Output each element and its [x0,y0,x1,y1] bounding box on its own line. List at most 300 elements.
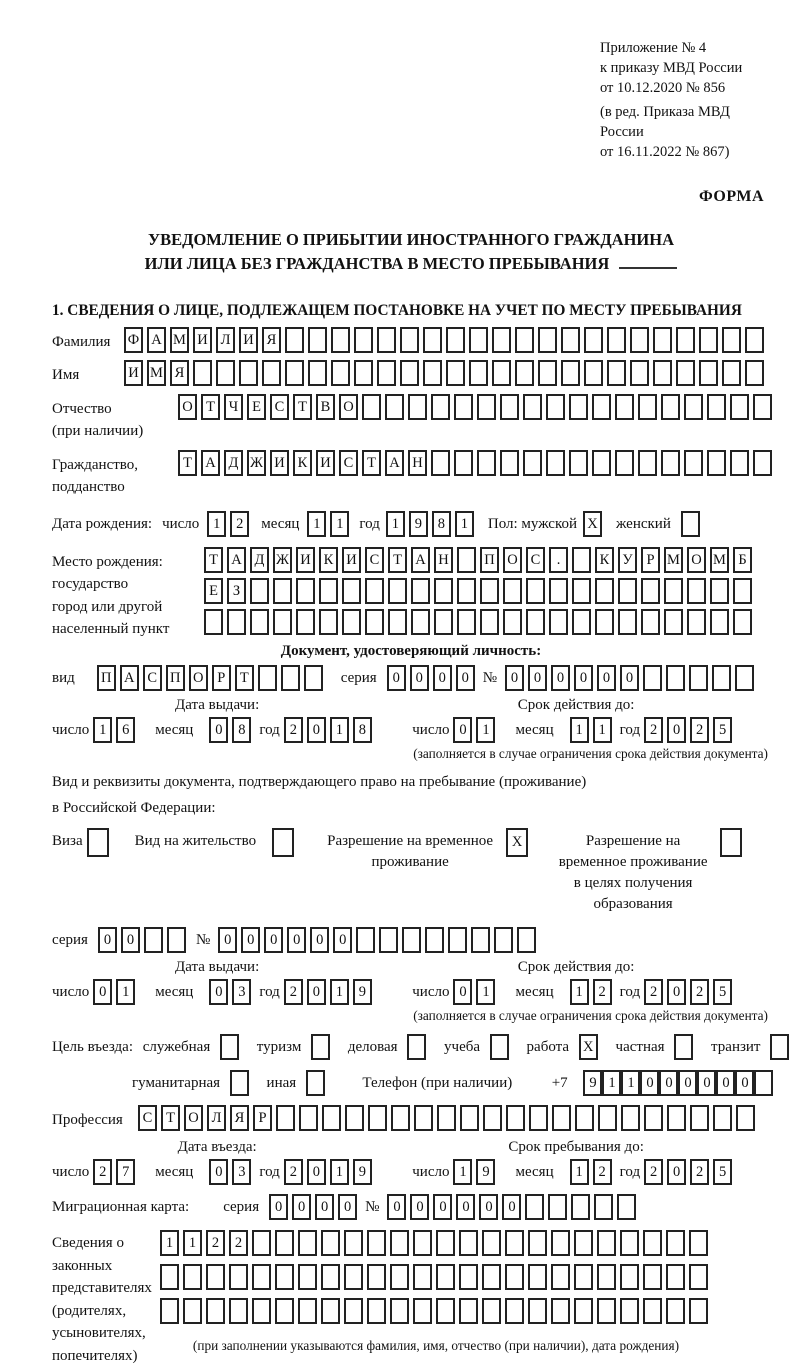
char-cell[interactable]: Д [224,450,243,476]
char-cell[interactable] [276,1105,295,1131]
char-cell[interactable] [457,547,476,573]
char-cell[interactable] [620,1230,639,1256]
char-cell[interactable]: 0 [338,1194,357,1220]
char-cell[interactable] [500,450,519,476]
char-cell[interactable] [296,609,315,635]
char-cell[interactable] [710,609,729,635]
char-cell[interactable] [529,1105,548,1131]
char-cell[interactable]: 0 [574,665,593,691]
char-cell[interactable] [641,578,660,604]
char-cell[interactable]: О [687,547,706,573]
char-cell[interactable] [617,1194,636,1220]
char-cell[interactable] [517,927,536,953]
char-cell[interactable]: Б [733,547,752,573]
char-cell[interactable]: 0 [551,665,570,691]
char-cell[interactable]: 0 [716,1070,735,1096]
char-cell[interactable]: Ч [224,394,243,420]
char-cell[interactable] [321,1230,340,1256]
char-cell[interactable]: 0 [410,665,429,691]
char-cell[interactable]: Т [362,450,381,476]
char-cell[interactable]: 0 [287,927,306,953]
char-cell[interactable] [699,327,718,353]
char-cell[interactable] [460,1105,479,1131]
char-cell[interactable]: 0 [387,1194,406,1220]
char-cell[interactable] [298,1298,317,1324]
char-cell[interactable] [492,327,511,353]
char-cell[interactable] [448,927,467,953]
char-cell[interactable] [597,1264,616,1290]
char-cell[interactable]: 2 [644,979,663,1005]
char-cell[interactable]: К [595,547,614,573]
char-cell[interactable]: О [184,1105,203,1131]
char-cell[interactable] [362,394,381,420]
char-cell[interactable] [722,327,741,353]
char-cell[interactable] [480,609,499,635]
char-cell[interactable] [515,360,534,386]
char-cell[interactable] [505,1264,524,1290]
char-cell[interactable]: 1 [570,717,589,743]
char-cell[interactable] [321,1298,340,1324]
char-cell[interactable] [321,1264,340,1290]
char-cell[interactable] [664,578,683,604]
char-cell[interactable] [437,1105,456,1131]
char-cell[interactable] [641,609,660,635]
char-cell[interactable]: А [201,450,220,476]
char-cell[interactable] [526,578,545,604]
char-cell[interactable]: П [166,665,185,691]
char-cell[interactable] [446,327,465,353]
char-cell[interactable]: И [193,327,212,353]
char-cell[interactable] [506,1105,525,1131]
char-cell[interactable] [480,578,499,604]
char-cell[interactable] [569,450,588,476]
char-cell[interactable] [684,450,703,476]
char-cell[interactable] [402,927,421,953]
char-cell[interactable]: Т [204,547,223,573]
char-cell[interactable]: Т [388,547,407,573]
char-cell[interactable]: С [143,665,162,691]
char-cell[interactable]: 6 [116,717,135,743]
char-cell[interactable]: С [339,450,358,476]
char-cell[interactable]: 8 [232,717,251,743]
char-cell[interactable] [592,450,611,476]
char-cell[interactable] [206,1298,225,1324]
char-cell[interactable]: 1 [207,511,226,537]
char-cell[interactable] [390,1298,409,1324]
char-cell[interactable] [160,1264,179,1290]
char-cell[interactable] [500,394,519,420]
char-cell[interactable] [379,927,398,953]
char-cell[interactable]: 0 [735,1070,754,1096]
char-cell[interactable] [571,1194,590,1220]
char-cell[interactable]: И [270,450,289,476]
char-cell[interactable]: 0 [310,927,329,953]
char-cell[interactable]: 1 [330,979,349,1005]
char-cell[interactable] [206,1264,225,1290]
char-cell[interactable]: З [227,578,246,604]
char-cell[interactable]: 1 [330,1159,349,1185]
char-cell[interactable] [735,665,754,691]
char-cell[interactable]: С [270,394,289,420]
char-cell[interactable] [620,1298,639,1324]
char-cell[interactable] [391,1105,410,1131]
char-cell[interactable]: 0 [98,927,117,953]
char-cell[interactable] [538,360,557,386]
char-cell[interactable]: У [618,547,637,573]
char-cell[interactable] [413,1230,432,1256]
char-cell[interactable] [229,1264,248,1290]
char-cell[interactable]: 2 [690,979,709,1005]
char-cell[interactable] [505,1298,524,1324]
char-cell[interactable] [483,1105,502,1131]
char-cell[interactable]: 2 [690,717,709,743]
char-cell[interactable]: 0 [640,1070,659,1096]
char-cell[interactable]: Я [170,360,189,386]
char-cell[interactable] [528,1230,547,1256]
char-cell[interactable] [503,609,522,635]
char-cell[interactable] [252,1230,271,1256]
char-cell[interactable]: 2 [284,717,303,743]
char-cell[interactable]: 8 [432,511,451,537]
char-cell[interactable] [689,1230,708,1256]
char-cell[interactable] [413,1298,432,1324]
char-cell[interactable] [681,511,700,537]
char-cell[interactable]: П [480,547,499,573]
char-cell[interactable] [308,360,327,386]
char-cell[interactable] [689,1298,708,1324]
char-cell[interactable]: И [124,360,143,386]
char-cell[interactable] [388,578,407,604]
char-cell[interactable]: П [97,665,116,691]
char-cell[interactable] [572,609,591,635]
char-cell[interactable]: 0 [410,1194,429,1220]
char-cell[interactable] [643,665,662,691]
char-cell[interactable]: Е [204,578,223,604]
char-cell[interactable] [356,927,375,953]
char-cell[interactable] [710,578,729,604]
char-cell[interactable] [561,360,580,386]
char-cell[interactable] [707,450,726,476]
char-cell[interactable] [551,1264,570,1290]
char-cell[interactable]: 2 [644,717,663,743]
char-cell[interactable] [621,1105,640,1131]
char-cell[interactable] [454,394,473,420]
char-cell[interactable]: К [293,450,312,476]
char-cell[interactable] [367,1298,386,1324]
char-cell[interactable] [770,1034,789,1060]
char-cell[interactable] [618,609,637,635]
char-cell[interactable]: С [365,547,384,573]
char-cell[interactable] [733,578,752,604]
char-cell[interactable] [469,327,488,353]
char-cell[interactable] [414,1105,433,1131]
char-cell[interactable]: 0 [453,717,472,743]
char-cell[interactable]: 0 [333,927,352,953]
char-cell[interactable]: 1 [183,1230,202,1256]
char-cell[interactable] [730,394,749,420]
char-cell[interactable]: 0 [307,979,326,1005]
char-cell[interactable]: 1 [476,717,495,743]
char-cell[interactable] [615,394,634,420]
char-cell[interactable] [503,578,522,604]
char-cell[interactable]: Л [216,327,235,353]
char-cell[interactable]: 1 [602,1070,621,1096]
char-cell[interactable] [548,1194,567,1220]
char-cell[interactable] [584,360,603,386]
char-cell[interactable] [643,1298,662,1324]
char-cell[interactable] [574,1230,593,1256]
char-cell[interactable]: Д [250,547,269,573]
char-cell[interactable] [528,1298,547,1324]
char-cell[interactable] [477,450,496,476]
char-cell[interactable] [523,450,542,476]
char-cell[interactable] [413,1264,432,1290]
char-cell[interactable] [676,360,695,386]
char-cell[interactable]: 1 [160,1230,179,1256]
char-cell[interactable]: А [227,547,246,573]
char-cell[interactable] [661,394,680,420]
char-cell[interactable]: Т [293,394,312,420]
char-cell[interactable] [239,360,258,386]
char-cell[interactable] [457,609,476,635]
char-cell[interactable] [457,578,476,604]
char-cell[interactable] [193,360,212,386]
char-cell[interactable]: 0 [505,665,524,691]
char-cell[interactable] [471,927,490,953]
char-cell[interactable]: Т [235,665,254,691]
char-cell[interactable] [689,1264,708,1290]
char-cell[interactable] [736,1105,755,1131]
char-cell[interactable] [667,1105,686,1131]
char-cell[interactable] [494,927,513,953]
char-cell[interactable]: 0 [241,927,260,953]
char-cell[interactable] [454,450,473,476]
char-cell[interactable] [482,1230,501,1256]
char-cell[interactable] [607,360,626,386]
char-cell[interactable] [344,1264,363,1290]
char-cell[interactable]: 0 [678,1070,697,1096]
char-cell[interactable] [666,1230,685,1256]
char-cell[interactable] [490,1034,509,1060]
char-cell[interactable]: Т [161,1105,180,1131]
char-cell[interactable]: 5 [713,979,732,1005]
char-cell[interactable] [538,327,557,353]
char-cell[interactable] [183,1298,202,1324]
char-cell[interactable]: 2 [230,511,249,537]
char-cell[interactable]: Н [434,547,453,573]
char-cell[interactable]: X [506,828,528,857]
char-cell[interactable]: 1 [476,979,495,1005]
char-cell[interactable] [299,1105,318,1131]
char-cell[interactable] [144,927,163,953]
char-cell[interactable] [653,327,672,353]
char-cell[interactable]: К [319,547,338,573]
char-cell[interactable] [365,578,384,604]
char-cell[interactable] [281,665,300,691]
char-cell[interactable] [630,327,649,353]
char-cell[interactable]: 0 [264,927,283,953]
char-cell[interactable] [459,1298,478,1324]
char-cell[interactable] [482,1298,501,1324]
char-cell[interactable]: 0 [659,1070,678,1096]
char-cell[interactable]: 0 [456,665,475,691]
char-cell[interactable] [664,609,683,635]
char-cell[interactable] [342,609,361,635]
char-cell[interactable] [574,1264,593,1290]
char-cell[interactable]: 0 [209,1159,228,1185]
char-cell[interactable]: 2 [593,1159,612,1185]
char-cell[interactable] [319,609,338,635]
char-cell[interactable]: 0 [433,665,452,691]
char-cell[interactable]: 0 [307,717,326,743]
char-cell[interactable] [666,1298,685,1324]
char-cell[interactable]: Н [408,450,427,476]
char-cell[interactable]: 0 [453,979,472,1005]
char-cell[interactable] [319,578,338,604]
char-cell[interactable] [607,327,626,353]
char-cell[interactable]: 9 [353,1159,372,1185]
char-cell[interactable]: 2 [593,979,612,1005]
char-cell[interactable] [183,1264,202,1290]
char-cell[interactable]: . [549,547,568,573]
char-cell[interactable]: О [339,394,358,420]
char-cell[interactable] [575,1105,594,1131]
char-cell[interactable]: 1 [330,511,349,537]
char-cell[interactable]: 1 [330,717,349,743]
char-cell[interactable] [308,327,327,353]
char-cell[interactable]: И [296,547,315,573]
char-cell[interactable]: 5 [713,717,732,743]
char-cell[interactable]: А [385,450,404,476]
char-cell[interactable] [690,1105,709,1131]
char-cell[interactable] [390,1230,409,1256]
char-cell[interactable]: 1 [93,717,112,743]
char-cell[interactable]: Ж [247,450,266,476]
char-cell[interactable] [546,394,565,420]
char-cell[interactable] [285,360,304,386]
char-cell[interactable] [342,578,361,604]
char-cell[interactable] [618,578,637,604]
char-cell[interactable]: А [411,547,430,573]
char-cell[interactable] [446,360,465,386]
char-cell[interactable] [431,450,450,476]
char-cell[interactable]: 0 [269,1194,288,1220]
char-cell[interactable] [730,450,749,476]
char-cell[interactable]: 0 [502,1194,521,1220]
char-cell[interactable] [230,1070,249,1096]
char-cell[interactable] [459,1230,478,1256]
char-cell[interactable] [160,1298,179,1324]
char-cell[interactable]: 1 [621,1070,640,1096]
char-cell[interactable] [551,1298,570,1324]
char-cell[interactable] [436,1298,455,1324]
char-cell[interactable] [592,394,611,420]
char-cell[interactable]: 0 [620,665,639,691]
char-cell[interactable]: 1 [593,717,612,743]
char-cell[interactable] [275,1264,294,1290]
char-cell[interactable] [331,327,350,353]
char-cell[interactable] [411,609,430,635]
char-cell[interactable] [630,360,649,386]
char-cell[interactable]: 0 [209,717,228,743]
char-cell[interactable] [296,578,315,604]
char-cell[interactable] [549,609,568,635]
char-cell[interactable] [745,327,764,353]
char-cell[interactable]: М [170,327,189,353]
char-cell[interactable]: М [147,360,166,386]
char-cell[interactable] [684,394,703,420]
char-cell[interactable] [598,1105,617,1131]
char-cell[interactable] [753,450,772,476]
char-cell[interactable] [505,1230,524,1256]
char-cell[interactable] [594,1194,613,1220]
char-cell[interactable] [368,1105,387,1131]
char-cell[interactable] [227,609,246,635]
char-cell[interactable]: 0 [121,927,140,953]
char-cell[interactable]: 1 [307,511,326,537]
char-cell[interactable]: 1 [453,1159,472,1185]
char-cell[interactable] [525,1194,544,1220]
char-cell[interactable] [311,1034,330,1060]
char-cell[interactable]: 0 [433,1194,452,1220]
char-cell[interactable] [407,1034,426,1060]
char-cell[interactable] [597,1230,616,1256]
char-cell[interactable]: 0 [218,927,237,953]
char-cell[interactable]: 2 [284,1159,303,1185]
char-cell[interactable] [653,360,672,386]
char-cell[interactable]: 2 [206,1230,225,1256]
char-cell[interactable]: X [579,1034,598,1060]
char-cell[interactable]: 0 [315,1194,334,1220]
char-cell[interactable]: М [664,547,683,573]
char-cell[interactable] [595,609,614,635]
char-cell[interactable]: 0 [667,979,686,1005]
char-cell[interactable]: 1 [570,1159,589,1185]
char-cell[interactable] [572,578,591,604]
char-cell[interactable] [526,609,545,635]
char-cell[interactable] [400,327,419,353]
char-cell[interactable] [666,665,685,691]
char-cell[interactable]: 1 [455,511,474,537]
char-cell[interactable] [423,360,442,386]
char-cell[interactable] [572,547,591,573]
char-cell[interactable] [687,578,706,604]
char-cell[interactable] [528,1264,547,1290]
char-cell[interactable] [707,394,726,420]
char-cell[interactable]: 9 [583,1070,602,1096]
char-cell[interactable] [385,394,404,420]
char-cell[interactable] [492,360,511,386]
char-cell[interactable]: И [316,450,335,476]
char-cell[interactable]: Р [253,1105,272,1131]
char-cell[interactable] [523,394,542,420]
char-cell[interactable] [720,828,742,857]
char-cell[interactable] [345,1105,364,1131]
char-cell[interactable] [643,1230,662,1256]
char-cell[interactable]: 5 [713,1159,732,1185]
char-cell[interactable] [250,609,269,635]
char-cell[interactable] [615,450,634,476]
char-cell[interactable] [722,360,741,386]
char-cell[interactable] [676,327,695,353]
char-cell[interactable] [687,609,706,635]
char-cell[interactable]: 0 [528,665,547,691]
char-cell[interactable] [285,327,304,353]
char-cell[interactable]: 3 [232,1159,251,1185]
char-cell[interactable] [87,828,109,857]
char-cell[interactable]: 0 [667,1159,686,1185]
char-cell[interactable]: М [710,547,729,573]
